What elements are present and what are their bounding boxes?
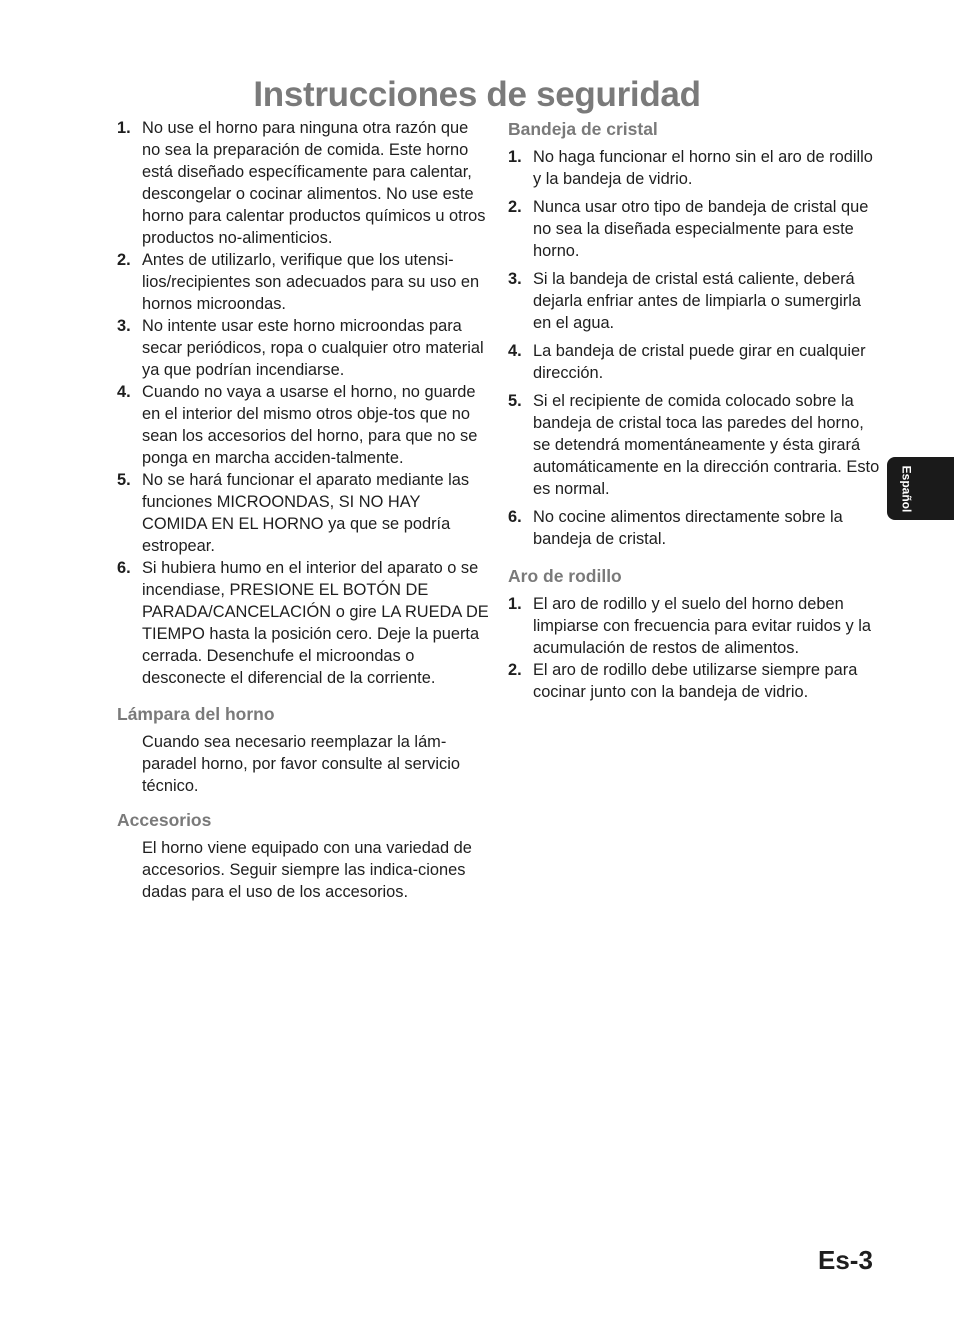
item-number: 1. xyxy=(508,148,522,166)
item-number: 6. xyxy=(117,559,131,577)
list-item xyxy=(508,593,882,659)
item-text: No use el horno para ninguna otra razón que no sea la preparación de comida. Este horno está diseñado específicamente para calentar, descongelar o cocinar alimentos. No use este horno para calentar productos químicos u otros productos no-alimenticios. xyxy=(142,119,486,247)
item-number: 3. xyxy=(508,270,522,288)
list-item xyxy=(117,381,489,469)
item-text: No se hará funcionar el aparato mediante las funciones MICROONDAS, SI NO HAY COMIDA EN EL HORNO ya que se podría estropear. xyxy=(142,471,470,555)
item-number: 2. xyxy=(117,251,131,269)
item-number: 4. xyxy=(508,342,522,360)
accessories-heading: Accesorios xyxy=(117,810,212,830)
glass-tray-heading: Bandeja de cristal xyxy=(508,119,658,139)
list-item xyxy=(117,117,489,249)
accessories-text: El horno viene equipado con una variedad de accesorios. Seguir siempre las indica-ciones dadas para el uso de los accesorios. xyxy=(142,839,472,901)
item-text: La bandeja de cristal puede girar en cualquier dirección. xyxy=(533,342,866,382)
item-number: 5. xyxy=(117,471,131,489)
item-number: 1. xyxy=(117,119,131,137)
item-text: Nunca usar otro tipo de bandeja de cristal que no sea la diseñada especialmente para este horno. xyxy=(533,198,869,260)
item-text: No cocine alimentos directamente sobre la bandeja de cristal. xyxy=(533,508,843,548)
item-text: Si la bandeja de cristal está caliente, deberá dejarla enfriar antes de limpiarla o sumergirla en el agua. xyxy=(533,270,861,332)
list-item xyxy=(508,659,882,703)
left-column xyxy=(117,117,489,903)
list-item xyxy=(508,390,882,500)
item-number: 3. xyxy=(117,317,131,335)
lamp-heading: Lámpara del horno xyxy=(117,704,275,724)
list-item xyxy=(508,268,882,334)
item-number: 2. xyxy=(508,661,522,679)
list-item xyxy=(117,557,489,689)
safety-list xyxy=(117,117,489,689)
list-item xyxy=(117,249,489,315)
right-column xyxy=(508,117,882,703)
page-title: Instrucciones de seguridad xyxy=(253,75,701,115)
language-tab xyxy=(887,457,954,520)
item-text: Si hubiera humo en el interior del aparato o se incendiase, PRESIONE EL BOTÓN DE PARADA/CANCELACIÓN o gire LA RUEDA DE TIEMPO hasta la posición cero. Deje la puerta cerrada. Desenchufe el microondas o desconecte el diferencial de la corriente. xyxy=(142,559,489,687)
item-text: El aro de rodillo y el suelo del horno deben limpiarse con frecuencia para evitar ruidos y la acumulación de restos de alimentos. xyxy=(533,595,871,657)
roller-ring-list xyxy=(508,593,882,703)
item-number: 4. xyxy=(117,383,131,401)
item-text: Cuando no vaya a usarse el horno, no guarde en el interior del mismo otros obje-tos que no sean los accesorios del horno, para que no se ponga en marcha acciden-talmente. xyxy=(142,383,478,467)
language-tab-label: Español xyxy=(899,465,914,512)
item-number: 2. xyxy=(508,198,522,216)
glass-tray-list xyxy=(508,146,882,550)
lamp-text: Cuando sea necesario reemplazar la lám-paradel horno, por favor consulte al servicio técnico. xyxy=(142,733,460,795)
item-number: 5. xyxy=(508,392,522,410)
item-text: No intente usar este horno microondas para secar periódicos, ropa o cualquier otro material ya que podrían incendiarse. xyxy=(142,317,484,379)
item-text: Antes de utilizarlo, verifique que los utensi-lios/recipientes son adecuados para su uso en hornos microondas. xyxy=(142,251,480,313)
roller-ring-heading: Aro de rodillo xyxy=(508,566,622,586)
item-text: El aro de rodillo debe utilizarse siempre para cocinar junto con la bandeja de vidrio. xyxy=(533,661,858,701)
list-item xyxy=(117,469,489,557)
list-item xyxy=(508,196,882,262)
list-item xyxy=(508,146,882,190)
list-item xyxy=(508,506,882,550)
list-item xyxy=(117,315,489,381)
page-number: Es-3 xyxy=(818,1245,873,1275)
item-number: 6. xyxy=(508,508,522,526)
item-text: Si el recipiente de comida colocado sobre la bandeja de cristal toca las paredes del horno, se detendrá momentáneamente y ésta girará automáticamente en la dirección contraria. Esto es normal. xyxy=(533,392,880,498)
list-item xyxy=(508,340,882,384)
item-number: 1. xyxy=(508,595,522,613)
item-text: No haga funcionar el horno sin el aro de rodillo y la bandeja de vidrio. xyxy=(533,148,873,188)
